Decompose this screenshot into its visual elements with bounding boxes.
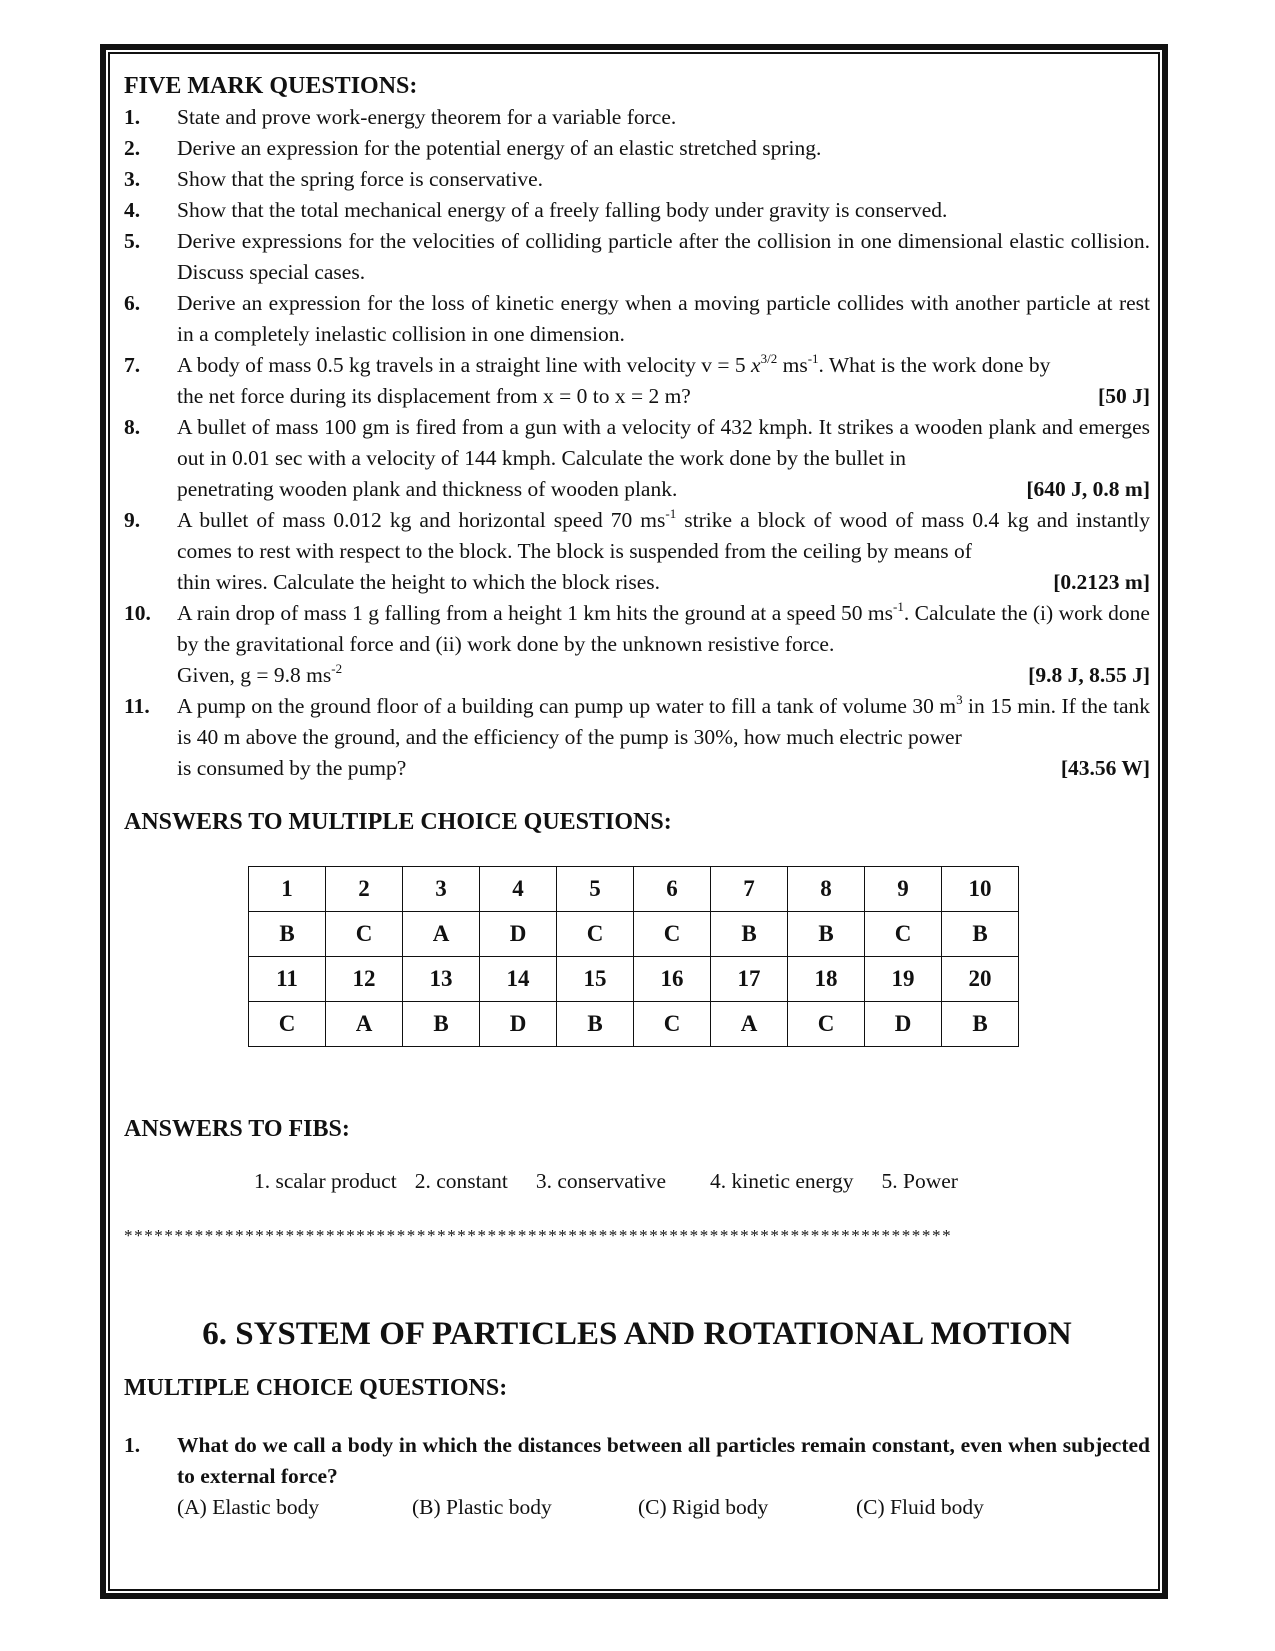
question-3: 3. Show that the spring force is conservative. bbox=[124, 167, 544, 191]
mcq-answers-cell: C bbox=[788, 1002, 865, 1047]
mcq-answers-row bbox=[249, 912, 1019, 957]
mcq-answers-cell: 7 bbox=[711, 867, 788, 912]
question-1: 1. State and prove work-energy theorem for a variable force. bbox=[124, 105, 677, 129]
mcq-answers-cell: A bbox=[711, 1002, 788, 1047]
question-5: 5. Derive expressions for the velocities of colliding particle after the collision in one dimensional elastic collision. Discuss special cases. bbox=[124, 229, 1150, 284]
mcq-answers-cell: D bbox=[480, 912, 557, 957]
mcq-heading: MULTIPLE CHOICE QUESTIONS: bbox=[124, 1375, 508, 1401]
mcq-answers-row bbox=[249, 957, 1019, 1002]
answer-11: [43.56 W] bbox=[1060, 756, 1150, 780]
mcq-answers-cell: C bbox=[865, 912, 942, 957]
mcq-answers-cell: B bbox=[557, 1002, 634, 1047]
mcq-answers-cell: A bbox=[403, 912, 480, 957]
mcq-answers-cell: 17 bbox=[711, 957, 788, 1002]
fib-answer-4: 4. kinetic energy bbox=[710, 1169, 854, 1193]
mcq-answers-heading: ANSWERS TO MULTIPLE CHOICE QUESTIONS: bbox=[124, 809, 672, 835]
mcq-question-1: 1. What do we call a body in which the distances between all particles remain constant, even when subjected to external force? (A) Elastic body (B) Plastic body (C) Rigid body (C) Fluid body bbox=[124, 1430, 1150, 1523]
fib-answer-5: 5. Power bbox=[881, 1169, 958, 1193]
separator-stars: ********************************************************************************** bbox=[124, 1226, 953, 1245]
fibs-heading: ANSWERS TO FIBS: bbox=[124, 1116, 350, 1142]
fib-answer-3: 3. conservative bbox=[535, 1169, 666, 1193]
mcq-answers-cell: 8 bbox=[788, 867, 865, 912]
five-mark-heading: FIVE MARK QUESTIONS: bbox=[124, 73, 418, 99]
five-mark-list bbox=[124, 102, 1150, 784]
mcq-answers-cell: B bbox=[249, 912, 326, 957]
mcq-answers-cell: 14 bbox=[480, 957, 557, 1002]
fib-answer-2: 2. constant bbox=[414, 1169, 508, 1193]
mcq-answers-cell: 6 bbox=[634, 867, 711, 912]
mcq-answers-cell: 20 bbox=[942, 957, 1019, 1002]
mcq-answers-cell: C bbox=[634, 1002, 711, 1047]
question-2: 2. Derive an expression for the potential energy of an elastic stretched spring. bbox=[124, 136, 822, 160]
mcq-answers-cell: C bbox=[326, 912, 403, 957]
mcq-answers-cell: 3 bbox=[403, 867, 480, 912]
option-c: (C) Rigid body bbox=[638, 1495, 769, 1519]
mcq-answers-cell: 11 bbox=[249, 957, 326, 1002]
fib-answer-1: 1. scalar product bbox=[254, 1169, 397, 1193]
mcq-answers-cell: 4 bbox=[480, 867, 557, 912]
question-4: 4. Show that the total mechanical energy of a freely falling body under gravity is conserved. bbox=[124, 198, 948, 222]
mcq-answers-cell: C bbox=[634, 912, 711, 957]
mcq-answers-cell: B bbox=[711, 912, 788, 957]
answer-9: [0.2123 m] bbox=[1053, 570, 1150, 594]
option-a: (A) Elastic body bbox=[177, 1495, 320, 1519]
mcq-answers-cell: D bbox=[865, 1002, 942, 1047]
mcq-answers-cell: 16 bbox=[634, 957, 711, 1002]
mcq-answers-cell: B bbox=[788, 912, 865, 957]
mcq-answers-cell: 13 bbox=[403, 957, 480, 1002]
option-d: (C) Fluid body bbox=[856, 1495, 984, 1519]
page-content bbox=[124, 70, 1150, 1523]
mcq-answers-cell: 1 bbox=[249, 867, 326, 912]
question-6: 6. Derive an expression for the loss of kinetic energy when a moving particle collides with another particle at rest in a completely inelastic collision in one dimension. bbox=[124, 291, 1150, 346]
mcq-answers-cell: C bbox=[557, 912, 634, 957]
question-11: 11. A pump on the ground floor of a building can pump up water to fill a tank of volume 30 $m^3$ in 15 min. If the tank is 40 m above the ground, and the efficiency of the pump is 30%, how much electric power is consumed by the pump? [43.56 W] bbox=[124, 691, 1150, 784]
answer-8: [640 J, 0.8 m] bbox=[1026, 477, 1150, 501]
mcq-answers-cell: 18 bbox=[788, 957, 865, 1002]
mcq-answers-row bbox=[249, 1002, 1019, 1047]
answer-10: [9.8 J, 8.55 J] bbox=[1028, 663, 1150, 687]
mcq-answers-cell: 19 bbox=[865, 957, 942, 1002]
mcq-answers-cell: 5 bbox=[557, 867, 634, 912]
mcq-answers-cell: D bbox=[480, 1002, 557, 1047]
mcq-answers-cell: 10 bbox=[942, 867, 1019, 912]
mcq-answers-cell: A bbox=[326, 1002, 403, 1047]
mcq-answers-table bbox=[248, 866, 1019, 1047]
mcq-answers-cell: 15 bbox=[557, 957, 634, 1002]
mcq-answers-cell: 9 bbox=[865, 867, 942, 912]
chapter-title: 6. SYSTEM OF PARTICLES AND ROTATIONAL MOTION bbox=[202, 1316, 1072, 1352]
mcq-answers-cell: B bbox=[403, 1002, 480, 1047]
mcq-answers-cell: B bbox=[942, 912, 1019, 957]
mcq-answers-cell: C bbox=[249, 1002, 326, 1047]
mcq-list bbox=[124, 1430, 1150, 1523]
question-10: 10. A rain drop of mass 1 g falling from a height 1 km hits the ground at a speed 50 $ms^{-1}$. Calculate the (i) work done by the gravitational force and (ii) work done by the unknown resistive force. Given, g = 9.8 $ms^{-2}$ [9.8 J, 8.55 J] bbox=[124, 598, 1150, 691]
answer-7: [50 J] bbox=[1098, 384, 1150, 408]
mcq-answers-cell: B bbox=[942, 1002, 1019, 1047]
question-8: 8. A bullet of mass 100 gm is fired from a gun with a velocity of 432 kmph. It strikes a wooden plank and emerges out in 0.01 sec with a velocity of 144 kmph. Calculate the work done by the bullet in penetrating wooden plank and thickness of wooden plank. [640 J, 0.8 m] bbox=[124, 412, 1150, 505]
question-7: 7. A body of mass 0.5 kg travels in a straight line with velocity v = 5 $x^{3/2}$ $ms^{-1}$. What is the work done by the net force during its displacement from x = 0 to x = 2 m? [50 J] bbox=[124, 350, 1150, 412]
question-9: 9. A bullet of mass 0.012 kg and horizontal speed 70 $ms^{-1}$ strike a block of wood of mass 0.4 kg and instantly comes to rest with respect to the block. The block is suspended from the ceiling by means of thin wires. Calculate the height to which the block rises. [0.2123 m] bbox=[124, 505, 1150, 598]
option-b: (B) Plastic body bbox=[412, 1495, 552, 1519]
mcq-answers-cell: 2 bbox=[326, 867, 403, 912]
mcq-answers-cell: 12 bbox=[326, 957, 403, 1002]
mcq-options bbox=[177, 1492, 1150, 1523]
fibs-answers bbox=[124, 1169, 1150, 1194]
mcq-answers-row bbox=[249, 867, 1019, 912]
